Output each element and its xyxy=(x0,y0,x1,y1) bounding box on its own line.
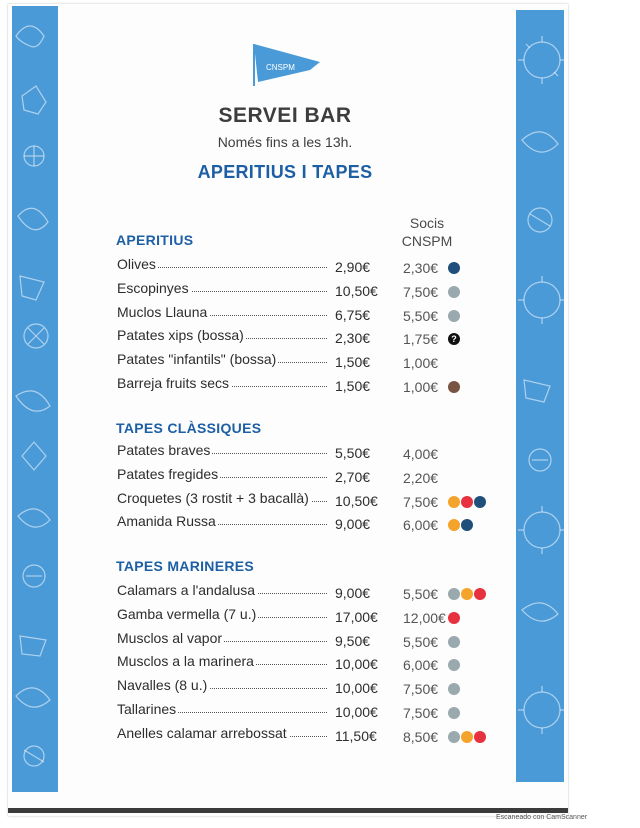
item-name: Anelles calamar arrebossat xyxy=(117,724,287,741)
item-price: 11,50€ xyxy=(335,727,377,744)
menu-item-row xyxy=(117,677,517,697)
allergen-badges xyxy=(448,659,460,671)
color-dot-icon xyxy=(461,496,473,508)
item-name: Escopinyes xyxy=(117,279,189,296)
item-price: 2,30€ xyxy=(335,330,371,347)
allergen-badges xyxy=(448,683,460,695)
allergen-badges xyxy=(448,731,486,743)
item-member-price: 2,30€ xyxy=(403,260,439,276)
item-member-price: 5,50€ xyxy=(403,633,439,650)
item-member-price: 7,50€ xyxy=(403,283,439,300)
item-name: Musclos a la marinera xyxy=(117,653,254,670)
section-title: APERITIUS xyxy=(116,232,194,248)
item-price: 17,00€ xyxy=(335,608,378,625)
item-name: Croquetes (3 rostit + 3 bacallà) xyxy=(117,489,309,506)
menu-item-row xyxy=(117,653,517,673)
item-price: 10,00€ xyxy=(335,656,378,673)
item-price: 5,50€ xyxy=(335,445,371,461)
member-header-line1: Socis xyxy=(409,215,445,231)
allergen-badges xyxy=(448,707,460,719)
item-name: Barreja fruits secs xyxy=(117,375,230,391)
menu-item-row xyxy=(117,442,517,462)
color-dot-icon xyxy=(448,381,460,393)
item-member-price: 6,00€ xyxy=(403,657,439,674)
menu-item-row xyxy=(117,513,517,533)
color-dot-icon xyxy=(474,588,486,600)
page-edge-shadow xyxy=(8,808,568,813)
item-price: 9,50€ xyxy=(335,632,371,649)
item-price: 10,50€ xyxy=(335,282,378,299)
item-member-price: 1,75€ xyxy=(403,331,439,348)
color-dot-icon xyxy=(448,612,460,624)
item-price: 10,00€ xyxy=(335,680,378,697)
item-name: Olives xyxy=(117,256,156,272)
scanner-watermark: Escaneado con CamScanner xyxy=(496,814,588,821)
item-name: Tallarines xyxy=(117,701,177,717)
color-dot-icon xyxy=(448,310,460,322)
page-title: SERVEI BAR xyxy=(218,104,352,127)
color-dot-icon xyxy=(448,707,460,719)
allergen-badges xyxy=(448,612,460,624)
section-title: TAPES CLÀSSIQUES xyxy=(116,420,262,436)
color-dot-icon xyxy=(461,519,473,531)
item-member-price: 1,00€ xyxy=(403,379,439,395)
allergen-badges xyxy=(448,333,460,345)
color-dot-icon xyxy=(448,496,460,508)
color-dot-icon xyxy=(448,286,460,298)
allergen-badges xyxy=(448,519,473,531)
allergen-badges xyxy=(448,310,460,322)
item-name: Muclos Llauna xyxy=(117,303,208,320)
color-dot-icon xyxy=(448,683,460,695)
item-member-price: 7,50€ xyxy=(403,681,439,698)
color-dot-icon xyxy=(448,519,460,531)
menu-item-row xyxy=(117,375,517,395)
color-dot-icon xyxy=(474,731,486,743)
menu-item-row xyxy=(117,327,517,347)
allergen-badges xyxy=(448,262,460,274)
color-dot-icon xyxy=(448,636,460,648)
item-price: 2,70€ xyxy=(335,468,371,485)
item-member-price: 8,50€ xyxy=(403,728,439,745)
menu-heading: APERITIUS I TAPES xyxy=(197,162,373,182)
allergen-badges xyxy=(448,496,486,508)
allergen-badges xyxy=(448,381,460,393)
item-member-price: 1,00€ xyxy=(403,355,439,372)
color-dot-icon xyxy=(461,588,473,600)
item-price: 1,50€ xyxy=(335,354,371,371)
menu-item-row xyxy=(117,701,517,721)
item-name: Patates fregides xyxy=(117,465,219,482)
color-dot-icon xyxy=(448,588,460,600)
menu-item-row xyxy=(117,280,517,300)
item-member-price: 2,20€ xyxy=(403,469,439,486)
item-name: Patates "infantils" (bossa) xyxy=(117,351,277,368)
question-mark-icon: ? xyxy=(448,333,460,345)
item-price: 9,00€ xyxy=(335,516,371,533)
menu-item-row xyxy=(117,582,517,602)
item-member-price: 7,50€ xyxy=(403,705,439,721)
menu-item-row xyxy=(117,256,517,276)
allergen-badges xyxy=(448,286,460,298)
club-pennant-logo xyxy=(250,40,322,88)
menu-item-row xyxy=(117,630,517,650)
member-price-header xyxy=(390,214,464,250)
allergen-badges xyxy=(448,636,460,648)
member-header-line2: CNSPM xyxy=(401,233,453,249)
item-price: 1,50€ xyxy=(335,378,371,394)
item-member-price: 5,50€ xyxy=(403,586,439,602)
menu-item-row xyxy=(117,466,517,486)
item-price: 10,00€ xyxy=(335,704,378,720)
item-name: Musclos al vapor xyxy=(117,629,223,646)
color-dot-icon xyxy=(474,496,486,508)
item-price: 2,90€ xyxy=(335,259,371,275)
item-name: Gamba vermella (7 u.) xyxy=(117,605,257,622)
menu-item-row xyxy=(117,304,517,324)
hours-note: Només fins a les 13h. xyxy=(217,134,353,150)
item-name: Calamars a l'andalusa xyxy=(117,582,256,598)
item-price: 10,50€ xyxy=(335,492,378,509)
color-dot-icon xyxy=(448,262,460,274)
item-member-price: 4,00€ xyxy=(403,446,439,462)
menu-item-row xyxy=(117,725,517,745)
menu-item-row xyxy=(117,490,517,510)
menu-item-row xyxy=(117,606,517,626)
item-member-price: 12,00€ xyxy=(403,609,446,626)
logo-text: CNSPM xyxy=(266,63,295,72)
item-member-price: 6,00€ xyxy=(403,517,439,534)
item-name: Patates braves xyxy=(117,442,211,458)
item-name: Navalles (8 u.) xyxy=(117,677,208,694)
color-dot-icon xyxy=(461,731,473,743)
color-dot-icon xyxy=(448,659,460,671)
item-name: Patates xips (bossa) xyxy=(117,327,244,344)
item-price: 6,75€ xyxy=(335,306,371,323)
color-dot-icon xyxy=(448,731,460,743)
item-member-price: 7,50€ xyxy=(403,493,439,510)
item-price: 9,00€ xyxy=(335,585,371,601)
section-title: TAPES MARINERES xyxy=(116,558,255,574)
item-member-price: 5,50€ xyxy=(403,307,439,324)
item-name: Amanida Russa xyxy=(117,513,216,530)
allergen-badges xyxy=(448,588,486,600)
menu-item-row xyxy=(117,351,517,371)
